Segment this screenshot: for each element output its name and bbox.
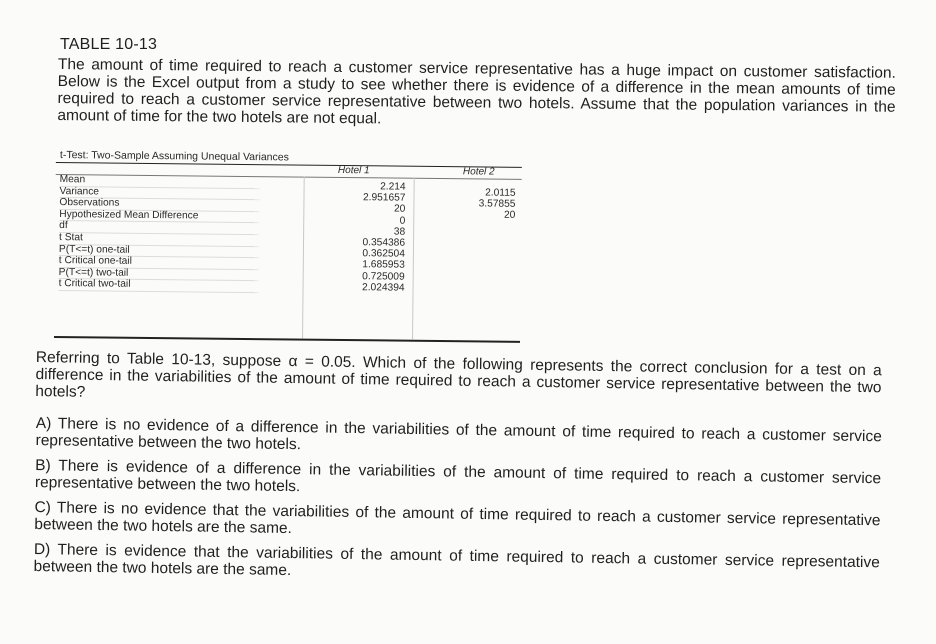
hotel-1-cell: 0.725009 (362, 270, 405, 283)
hotel-1-cell: 2.951657 (362, 192, 406, 204)
hotel-1-cell: 2.214 (380, 181, 406, 193)
hotel-1-cell: 38 (393, 226, 406, 238)
column-divider (412, 178, 415, 340)
hotel-1-cell: 0 (399, 215, 406, 227)
column-divider (302, 177, 305, 339)
excel-caption: t-Test: Two-Sample Assuming Unequal Variances (59, 149, 289, 164)
question-text: Referring to Table 10-13, suppose α = 0.05. Which of the following represents the correct conclusion for a test on a difference in the variabilities of the amount of time required to reach a customer service representative between the two hotels? (35, 349, 882, 401)
table-title: TABLE 10-13 (60, 36, 158, 53)
hotel-1-values (335, 181, 406, 294)
excel-grid (54, 162, 522, 343)
row-label: Hypothesized Mean Difference (59, 210, 259, 224)
row-label: t Critical one-tail (59, 256, 259, 270)
row-label: P(T<=t) one-tail (59, 245, 259, 259)
hotel-1-cell: 20 (393, 203, 406, 216)
row-label: Variance (59, 187, 259, 201)
hotel-2-cell: 2.0115 (485, 187, 516, 199)
hotel-1-cell: 0.362504 (362, 248, 405, 260)
row-label: Mean (60, 175, 260, 189)
intro-paragraph: The amount of time required to reach a customer service representative has a huge impact on customer satisfaction. Below is the Excel output from a study to see whether there is evidence of a difference in the mean amounts of time required to reach a customer service representative between two hotels. Assume that the population variances in the amount of time for the two hotels are not equal. (57, 56, 896, 128)
row-label: P(T<=t) two-tail (59, 268, 259, 282)
hotel-2-values (445, 187, 515, 221)
option-b: B) There is evidence of a difference in the variabilities of the amount of time required to reach a customer service representative between the two hotels. (34, 456, 882, 496)
answer-options (33, 415, 882, 596)
option-d: D) There is evidence that the variabilities of the amount of time required to reach a customer service representative between the two hotels are the same. (33, 540, 880, 580)
row-label: Observations (59, 198, 259, 212)
header-hotel-1: Hotel 1 (337, 164, 370, 177)
row-label: df (59, 221, 259, 235)
excel-output-table (54, 149, 522, 343)
hotel-1-cell: 0.354386 (362, 237, 406, 249)
row-label: t Stat (59, 233, 259, 247)
option-c: C) There is no evidence that the variabilities of the amount of time required to reach a customer service representative between the two hotels are the same. (34, 498, 881, 538)
hotel-2-cell: 3.57855 (478, 198, 516, 211)
hotel-1-cell: 1.685953 (362, 259, 405, 271)
hotel-2-cell: 20 (503, 210, 516, 222)
row-label: t Critical two-tail (59, 279, 259, 293)
hotel-1-cell: 2.024394 (362, 281, 405, 294)
row-labels (59, 175, 260, 293)
option-a: A) There is no evidence of a difference in the variabilities of the amount of time required to reach a customer service representative between the two hotels. (35, 415, 882, 454)
header-hotel-2: Hotel 2 (462, 166, 495, 178)
